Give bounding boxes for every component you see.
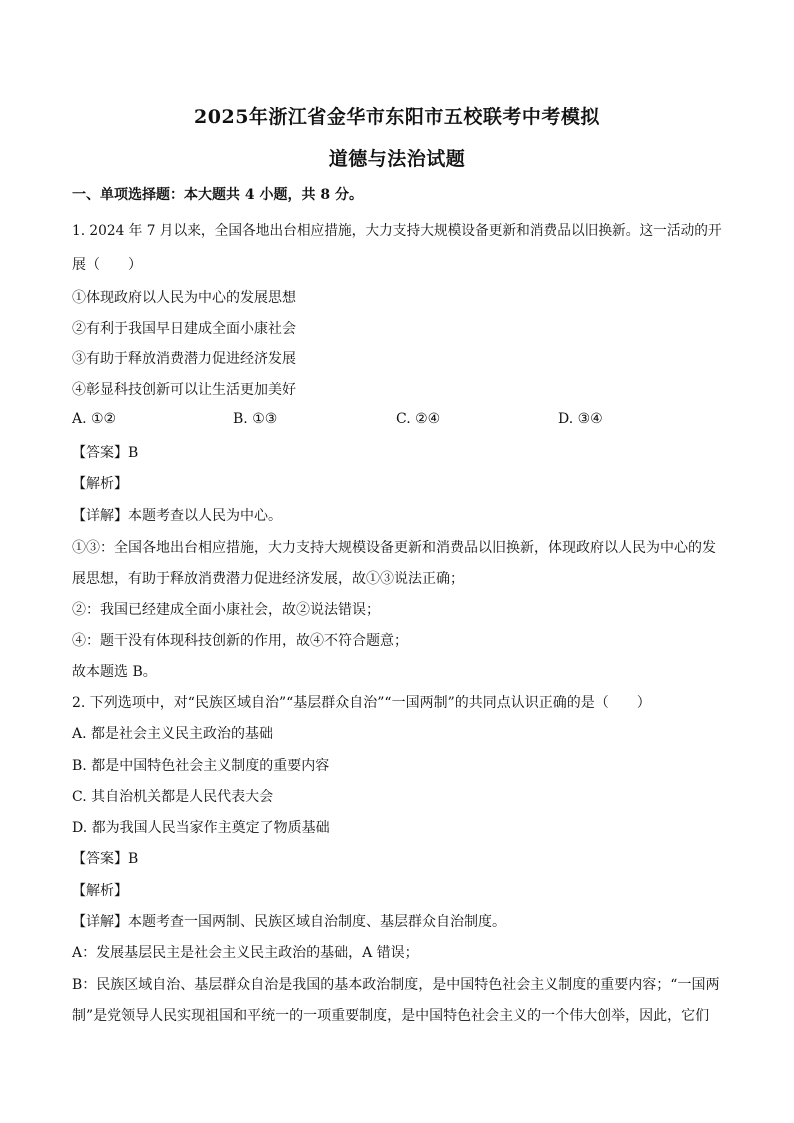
q1-stem-line2: 展（ ）	[72, 257, 142, 273]
q1-analysis-label: 【解析】	[72, 476, 128, 492]
q2-explanation-a: A：发展基层民主是社会主义民主政治的基础，A 错误；	[72, 945, 419, 961]
q1-item-4: ④彰显科技创新可以让生活更加美好	[72, 382, 296, 398]
q1-item-2: ②有利于我国早日建成全面小康社会	[72, 321, 296, 337]
q2-analysis-label: 【解析】	[72, 883, 128, 899]
document-title: 2025年浙江省金华市东阳市五校联考中考模拟	[194, 106, 600, 128]
q1-conclusion: 故本题选 B。	[72, 664, 157, 680]
q2-explanation-b-line1: B：民族区域自治、基层群众自治是我国的基本政治制度，是中国特色社会主义制度的重要内容；“一国两	[72, 977, 720, 993]
q1-item-1: ①体现政府以人民为中心的发展思想	[72, 290, 296, 306]
q2-option-d: D. 都为我国人民当家作主奠定了物质基础	[72, 820, 330, 836]
q1-option-c: C. ②④	[396, 411, 441, 427]
q1-explanation-2: ②：我国已经建成全面小康社会，故②说法错误；	[72, 602, 380, 618]
q1-explanation-1-line2: 展思想，有助于释放消费潜力促进经济发展，故①③说法正确；	[72, 571, 464, 587]
section-heading: 一、单项选择题：本大题共 4 小题，共 8 分。	[72, 187, 363, 203]
document-subtitle: 道德与法治试题	[328, 148, 466, 170]
q2-option-c: C. 其自治机关都是人民代表大会	[72, 789, 274, 805]
q1-option-a: A. ①②	[72, 411, 117, 427]
q1-explanation-3: ④：题干没有体现科技创新的作用，故④不符合题意；	[72, 633, 408, 649]
q1-option-b: B. ①③	[233, 411, 278, 427]
q1-stem-line1: 1. 2024 年 7 月以来，全国各地出台相应措施，大力支持大规模设备更新和消费品以旧换新。这一活动的开	[72, 223, 722, 239]
q1-item-3: ③有助于释放消费潜力促进经济发展	[72, 351, 296, 367]
q1-detail: 【详解】本题考查以人民为中心。	[72, 508, 282, 524]
q2-option-b: B. 都是中国特色社会主义制度的重要内容	[72, 758, 330, 774]
q1-explanation-1-line1: ①③：全国各地出台相应措施，大力支持大规模设备更新和消费品以旧换新，体现政府以人民为中心的发	[72, 540, 716, 556]
q2-option-a: A. 都是社会主义民主政治的基础	[72, 726, 274, 742]
q2-explanation-b-line2: 制”是党领导人民实现祖国和平统一的一项重要制度，是中国特色社会主义的一个伟大创举，因此，它们	[72, 1008, 710, 1024]
q1-answer: 【答案】B	[72, 445, 139, 461]
q2-detail: 【详解】本题考查一国两制、民族区域自治制度、基层群众自治制度。	[72, 914, 506, 930]
q2-stem: 2. 下列选项中，对“民族区域自治”“基层群众自治”“一国两制”的共同点认识正确的是（ ）	[72, 695, 651, 711]
q1-option-d: D. ③④	[558, 411, 603, 427]
q2-answer: 【答案】B	[72, 851, 139, 867]
